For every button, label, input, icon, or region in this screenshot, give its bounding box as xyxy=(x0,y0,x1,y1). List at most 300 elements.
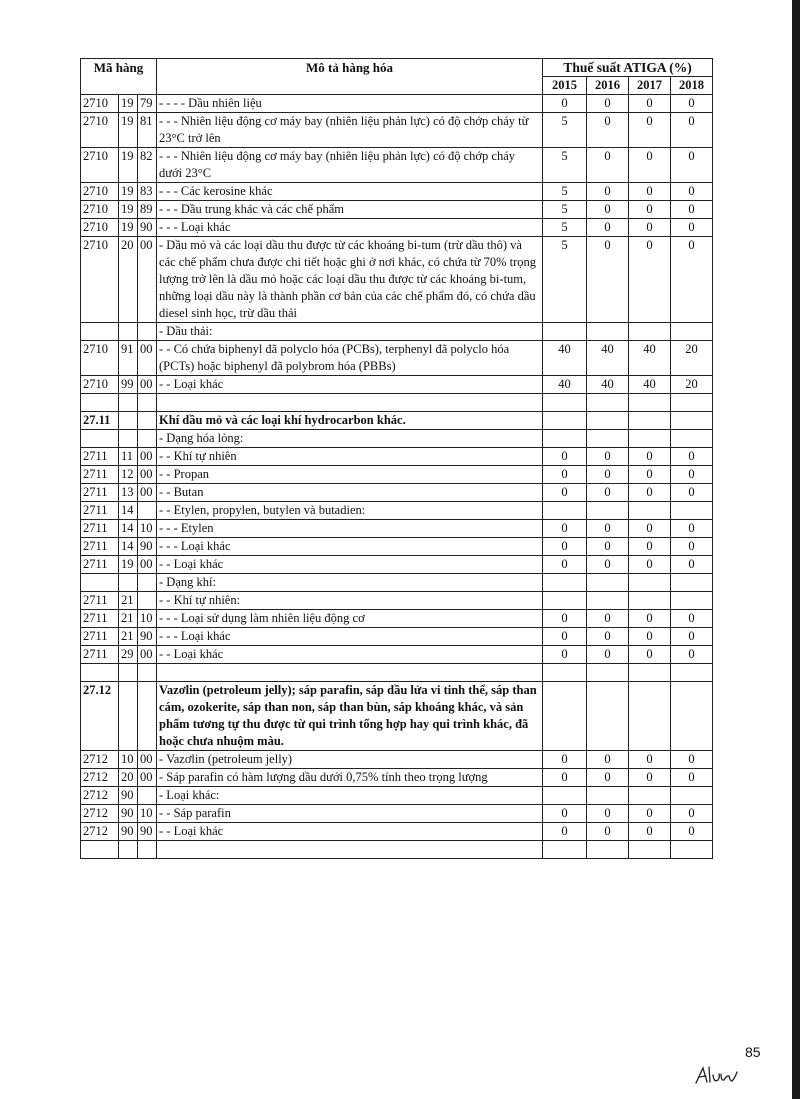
description-cell: - - - Loại sử dụng làm nhiên liệu động cơ xyxy=(157,610,543,628)
rate-cell-2015: 0 xyxy=(543,538,587,556)
rate-cell-2016: 0 xyxy=(587,805,629,823)
table-row xyxy=(81,502,713,520)
rate-cell-2016: 0 xyxy=(587,201,629,219)
table-row xyxy=(81,484,713,502)
code-subheading-cell xyxy=(119,574,138,592)
rate-cell-2015 xyxy=(543,394,587,412)
code-heading-cell: 2711 xyxy=(81,592,119,610)
description-cell: - Dầu mỏ và các loại dầu thu được từ các khoáng bi-tum (trừ dầu thô) và các chế phẩm chưa được chi tiết hoặc ghi ở nơi khác, có chứa từ 70% trọng lượng trở lên là dầu mỏ hoặc các loại dầu thu được từ các khoáng bi-tum, những loại dầu này là thành phần cơ bản của các chế phẩm đó, có chứa dầu diesel sinh học, trừ dầu thải xyxy=(157,237,543,323)
code-subheading-cell: 90 xyxy=(119,805,138,823)
table-row xyxy=(81,538,713,556)
description-cell: - - - Etylen xyxy=(157,520,543,538)
code-subheading-cell: 99 xyxy=(119,376,138,394)
table-row xyxy=(81,610,713,628)
rate-cell-2015 xyxy=(543,787,587,805)
rate-cell-2018 xyxy=(671,592,713,610)
code-suffix-cell xyxy=(138,841,157,859)
rate-cell-2017: 0 xyxy=(629,95,671,113)
rate-cell-2018: 0 xyxy=(671,538,713,556)
rate-cell-2017: 0 xyxy=(629,628,671,646)
table-row xyxy=(81,412,713,430)
code-heading-cell: 2710 xyxy=(81,219,119,237)
rate-cell-2015: 5 xyxy=(543,183,587,201)
rate-cell-2015: 5 xyxy=(543,237,587,323)
rate-cell-2015: 0 xyxy=(543,610,587,628)
description-cell: - Dầu thải: xyxy=(157,323,543,341)
rate-cell-2015: 0 xyxy=(543,628,587,646)
rate-cell-2017: 0 xyxy=(629,484,671,502)
rate-cell-2015: 0 xyxy=(543,646,587,664)
code-suffix-cell: 10 xyxy=(138,805,157,823)
code-suffix-cell: 00 xyxy=(138,646,157,664)
rate-cell-2015 xyxy=(543,574,587,592)
table-row xyxy=(81,556,713,574)
rate-cell-2018: 0 xyxy=(671,823,713,841)
rate-cell-2018: 0 xyxy=(671,646,713,664)
description-cell: - - Loại khác xyxy=(157,646,543,664)
rate-cell-2015 xyxy=(543,323,587,341)
code-header: Mã hàng xyxy=(81,59,157,95)
rate-cell-2016: 0 xyxy=(587,448,629,466)
rate-cell-2016: 0 xyxy=(587,556,629,574)
table-row xyxy=(81,183,713,201)
rate-cell-2016: 40 xyxy=(587,376,629,394)
table-row xyxy=(81,841,713,859)
rate-cell-2018 xyxy=(671,574,713,592)
table-row xyxy=(81,628,713,646)
code-heading-cell: 2710 xyxy=(81,237,119,323)
rate-cell-2015: 5 xyxy=(543,219,587,237)
table-row xyxy=(81,323,713,341)
code-subheading-cell: 19 xyxy=(119,219,138,237)
rate-cell-2015: 5 xyxy=(543,201,587,219)
rate-cell-2016: 0 xyxy=(587,95,629,113)
rate-cell-2016: 40 xyxy=(587,341,629,376)
rate-cell-2018: 0 xyxy=(671,628,713,646)
table-row xyxy=(81,448,713,466)
code-heading-cell: 2711 xyxy=(81,628,119,646)
rate-cell-2017 xyxy=(629,502,671,520)
table-row xyxy=(81,394,713,412)
table-row xyxy=(81,520,713,538)
code-heading-cell: 2711 xyxy=(81,502,119,520)
rate-cell-2015 xyxy=(543,664,587,682)
rate-cell-2017: 0 xyxy=(629,148,671,183)
rate-cell-2017 xyxy=(629,394,671,412)
code-suffix-cell: 90 xyxy=(138,628,157,646)
code-suffix-cell xyxy=(138,592,157,610)
description-cell: - - - Loại khác xyxy=(157,538,543,556)
code-subheading-cell: 21 xyxy=(119,628,138,646)
code-heading-cell: 2711 xyxy=(81,484,119,502)
code-subheading-cell: 21 xyxy=(119,610,138,628)
code-suffix-cell: 00 xyxy=(138,341,157,376)
rate-cell-2016: 0 xyxy=(587,769,629,787)
code-subheading-cell: 20 xyxy=(119,237,138,323)
code-heading-cell xyxy=(81,323,119,341)
table-row xyxy=(81,751,713,769)
rate-cell-2016: 0 xyxy=(587,520,629,538)
code-subheading-cell: 19 xyxy=(119,113,138,148)
code-heading-cell xyxy=(81,664,119,682)
rate-cell-2018 xyxy=(671,502,713,520)
code-subheading-cell xyxy=(119,664,138,682)
year-header: 2016 xyxy=(587,77,629,95)
rate-cell-2015 xyxy=(543,592,587,610)
table-row xyxy=(81,664,713,682)
code-suffix-cell: 79 xyxy=(138,95,157,113)
rate-cell-2016: 0 xyxy=(587,610,629,628)
code-heading-cell: 2711 xyxy=(81,520,119,538)
description-cell: - - Loại khác xyxy=(157,556,543,574)
rate-cell-2017 xyxy=(629,787,671,805)
tariff-table xyxy=(80,58,713,859)
rate-cell-2017 xyxy=(629,574,671,592)
rate-cell-2015: 40 xyxy=(543,341,587,376)
rate-cell-2015 xyxy=(543,682,587,751)
code-subheading-cell: 19 xyxy=(119,556,138,574)
code-subheading-cell: 21 xyxy=(119,592,138,610)
rate-cell-2018 xyxy=(671,664,713,682)
rate-cell-2017: 0 xyxy=(629,466,671,484)
rate-cell-2015: 0 xyxy=(543,95,587,113)
rate-cell-2018 xyxy=(671,841,713,859)
description-cell: - - Khí tự nhiên xyxy=(157,448,543,466)
code-heading-cell: 2712 xyxy=(81,751,119,769)
code-subheading-cell: 14 xyxy=(119,520,138,538)
rate-cell-2017: 0 xyxy=(629,183,671,201)
code-suffix-cell: 00 xyxy=(138,448,157,466)
code-heading-cell: 2711 xyxy=(81,538,119,556)
code-subheading-cell xyxy=(119,394,138,412)
code-suffix-cell xyxy=(138,430,157,448)
code-subheading-cell: 90 xyxy=(119,787,138,805)
description-cell xyxy=(157,394,543,412)
code-suffix-cell: 00 xyxy=(138,376,157,394)
code-suffix-cell xyxy=(138,394,157,412)
rate-cell-2018: 0 xyxy=(671,769,713,787)
code-subheading-cell xyxy=(119,323,138,341)
rate-cell-2015: 40 xyxy=(543,376,587,394)
description-cell: - Dạng khí: xyxy=(157,574,543,592)
code-suffix-cell: 83 xyxy=(138,183,157,201)
rate-cell-2017: 0 xyxy=(629,556,671,574)
rate-cell-2016 xyxy=(587,664,629,682)
year-header: 2015 xyxy=(543,77,587,95)
rate-cell-2015: 0 xyxy=(543,769,587,787)
code-subheading-cell xyxy=(119,682,138,751)
code-subheading-cell: 19 xyxy=(119,148,138,183)
rate-cell-2018 xyxy=(671,412,713,430)
rate-cell-2017: 0 xyxy=(629,610,671,628)
table-row xyxy=(81,148,713,183)
rate-cell-2016 xyxy=(587,592,629,610)
table-row xyxy=(81,341,713,376)
table-row xyxy=(81,787,713,805)
rate-cell-2017 xyxy=(629,664,671,682)
rate-cell-2015: 0 xyxy=(543,466,587,484)
rate-cell-2016: 0 xyxy=(587,538,629,556)
rate-cell-2017: 0 xyxy=(629,448,671,466)
rate-cell-2018: 0 xyxy=(671,520,713,538)
rate-cell-2017: 0 xyxy=(629,823,671,841)
table-row xyxy=(81,237,713,323)
rate-cell-2018: 20 xyxy=(671,376,713,394)
code-suffix-cell: 90 xyxy=(138,823,157,841)
description-cell: - - Có chứa biphenyl đã polyclo hóa (PCBs), terphenyl đã polyclo hóa (PCTs) hoặc biphenyl đã polybrom hóa (PBBs) xyxy=(157,341,543,376)
rate-cell-2017: 40 xyxy=(629,376,671,394)
code-heading-cell: 2712 xyxy=(81,805,119,823)
code-heading-cell: 2710 xyxy=(81,376,119,394)
description-cell: - - Butan xyxy=(157,484,543,502)
description-cell: - Vazơlin (petroleum jelly) xyxy=(157,751,543,769)
rate-cell-2018: 20 xyxy=(671,341,713,376)
code-suffix-cell: 00 xyxy=(138,484,157,502)
rate-cell-2015: 0 xyxy=(543,448,587,466)
rate-cell-2017: 0 xyxy=(629,201,671,219)
rate-cell-2017: 0 xyxy=(629,237,671,323)
rate-cell-2015 xyxy=(543,502,587,520)
code-suffix-cell: 82 xyxy=(138,148,157,183)
rate-cell-2016: 0 xyxy=(587,484,629,502)
table-row xyxy=(81,376,713,394)
rate-cell-2018: 0 xyxy=(671,484,713,502)
rate-cell-2017 xyxy=(629,412,671,430)
rate-cell-2016: 0 xyxy=(587,628,629,646)
rate-cell-2016: 0 xyxy=(587,751,629,769)
description-cell: - Loại khác: xyxy=(157,787,543,805)
rate-cell-2017 xyxy=(629,841,671,859)
description-cell: - - - Dầu trung khác và các chế phẩm xyxy=(157,201,543,219)
table-row xyxy=(81,95,713,113)
rate-cell-2017: 0 xyxy=(629,751,671,769)
rate-cell-2015: 0 xyxy=(543,751,587,769)
description-cell: Vazơlin (petroleum jelly); sáp parafin, sáp dầu lửa vi tinh thể, sáp than cám, ozokerite, sáp than non, sáp than bùn, sáp khoáng khác, và sản phẩm tương tự thu được từ qui trình tổng hợp hay qui trình khác, đã hoặc chưa nhuộm màu. xyxy=(157,682,543,751)
rate-cell-2016: 0 xyxy=(587,148,629,183)
rate-cell-2015: 0 xyxy=(543,484,587,502)
code-suffix-cell: 10 xyxy=(138,610,157,628)
code-heading-cell: 2712 xyxy=(81,787,119,805)
code-heading-cell: 2710 xyxy=(81,95,119,113)
table-row xyxy=(81,430,713,448)
rate-cell-2018: 0 xyxy=(671,556,713,574)
code-suffix-cell: 10 xyxy=(138,520,157,538)
description-header: Mô tả hàng hóa xyxy=(157,59,543,95)
code-subheading-cell xyxy=(119,430,138,448)
rate-cell-2015: 0 xyxy=(543,520,587,538)
code-suffix-cell: 00 xyxy=(138,466,157,484)
rate-cell-2016 xyxy=(587,574,629,592)
rate-cell-2016: 0 xyxy=(587,113,629,148)
rate-cell-2018: 0 xyxy=(671,219,713,237)
rate-cell-2018: 0 xyxy=(671,113,713,148)
code-subheading-cell: 14 xyxy=(119,538,138,556)
year-header: 2017 xyxy=(629,77,671,95)
rate-cell-2016 xyxy=(587,430,629,448)
rate-cell-2018: 0 xyxy=(671,237,713,323)
rate-cell-2017: 0 xyxy=(629,769,671,787)
code-subheading-cell xyxy=(119,412,138,430)
rate-cell-2018: 0 xyxy=(671,95,713,113)
code-suffix-cell: 90 xyxy=(138,538,157,556)
rate-cell-2016: 0 xyxy=(587,466,629,484)
rate-cell-2015 xyxy=(543,412,587,430)
code-subheading-cell: 14 xyxy=(119,502,138,520)
rate-cell-2017: 40 xyxy=(629,341,671,376)
description-cell: - Sáp parafin có hàm lượng dầu dưới 0,75% tính theo trọng lượng xyxy=(157,769,543,787)
rate-cell-2015 xyxy=(543,841,587,859)
rate-cell-2016 xyxy=(587,323,629,341)
code-heading-cell: 2710 xyxy=(81,341,119,376)
description-cell: - - Loại khác xyxy=(157,376,543,394)
code-subheading-cell: 11 xyxy=(119,448,138,466)
year-header: 2018 xyxy=(671,77,713,95)
code-subheading-cell: 19 xyxy=(119,183,138,201)
table-header xyxy=(81,59,713,95)
rate-cell-2016 xyxy=(587,787,629,805)
code-subheading-cell xyxy=(119,841,138,859)
description-cell: - - Loại khác xyxy=(157,823,543,841)
page-number: 85 xyxy=(745,1044,761,1060)
rate-cell-2015 xyxy=(543,430,587,448)
code-subheading-cell: 13 xyxy=(119,484,138,502)
scan-dark-edge xyxy=(792,0,800,1099)
code-suffix-cell: 89 xyxy=(138,201,157,219)
table-row xyxy=(81,592,713,610)
code-subheading-cell: 10 xyxy=(119,751,138,769)
description-cell: - - Etylen, propylen, butylen và butadien: xyxy=(157,502,543,520)
rate-cell-2015: 5 xyxy=(543,148,587,183)
rate-cell-2018 xyxy=(671,787,713,805)
table-row xyxy=(81,113,713,148)
description-cell: - Dạng hóa lỏng: xyxy=(157,430,543,448)
code-heading-cell: 2711 xyxy=(81,556,119,574)
rate-cell-2015: 5 xyxy=(543,113,587,148)
code-heading-cell: 2712 xyxy=(81,769,119,787)
rate-cell-2018: 0 xyxy=(671,751,713,769)
rate-cell-2016 xyxy=(587,394,629,412)
code-subheading-cell: 19 xyxy=(119,95,138,113)
rate-cell-2016: 0 xyxy=(587,183,629,201)
code-suffix-cell: 81 xyxy=(138,113,157,148)
description-cell xyxy=(157,841,543,859)
table-row xyxy=(81,466,713,484)
rate-cell-2016 xyxy=(587,502,629,520)
table-row xyxy=(81,823,713,841)
rate-cell-2017 xyxy=(629,323,671,341)
table-row xyxy=(81,805,713,823)
rate-cell-2017: 0 xyxy=(629,113,671,148)
rate-cell-2015: 0 xyxy=(543,805,587,823)
rate-cell-2017 xyxy=(629,430,671,448)
code-suffix-cell: 00 xyxy=(138,556,157,574)
table-row xyxy=(81,574,713,592)
rate-cell-2017: 0 xyxy=(629,805,671,823)
rate-cell-2018 xyxy=(671,430,713,448)
rate-cell-2016 xyxy=(587,841,629,859)
description-cell: - - - - Dầu nhiên liệu xyxy=(157,95,543,113)
code-heading-cell: 2710 xyxy=(81,148,119,183)
code-suffix-cell: 00 xyxy=(138,237,157,323)
code-subheading-cell: 19 xyxy=(119,201,138,219)
code-subheading-cell: 90 xyxy=(119,823,138,841)
code-heading-cell: 2711 xyxy=(81,610,119,628)
description-cell: Khí dầu mỏ và các loại khí hydrocarbon khác. xyxy=(157,412,543,430)
code-suffix-cell: 00 xyxy=(138,769,157,787)
rate-cell-2018: 0 xyxy=(671,201,713,219)
code-heading-cell xyxy=(81,841,119,859)
description-cell: - - - Nhiên liệu động cơ máy bay (nhiên liệu phản lực) có độ chớp cháy dưới 23°C xyxy=(157,148,543,183)
rate-cell-2016 xyxy=(587,412,629,430)
table-row xyxy=(81,682,713,751)
description-cell: - - - Loại khác xyxy=(157,628,543,646)
rate-cell-2017 xyxy=(629,682,671,751)
description-cell: - - Propan xyxy=(157,466,543,484)
code-heading-cell: 2710 xyxy=(81,183,119,201)
rate-cell-2017: 0 xyxy=(629,520,671,538)
code-heading-cell: 2712 xyxy=(81,823,119,841)
rate-cell-2017: 0 xyxy=(629,538,671,556)
code-heading-cell: 2710 xyxy=(81,113,119,148)
rate-cell-2018: 0 xyxy=(671,448,713,466)
rate-cell-2016: 0 xyxy=(587,823,629,841)
rate-cell-2018: 0 xyxy=(671,805,713,823)
code-subheading-cell: 20 xyxy=(119,769,138,787)
rate-cell-2017: 0 xyxy=(629,219,671,237)
table-row xyxy=(81,769,713,787)
description-cell: - - Sáp parafin xyxy=(157,805,543,823)
rate-cell-2016: 0 xyxy=(587,646,629,664)
rate-cell-2017: 0 xyxy=(629,646,671,664)
rate-cell-2015: 0 xyxy=(543,823,587,841)
table-row xyxy=(81,219,713,237)
description-cell: - - Khí tự nhiên: xyxy=(157,592,543,610)
table-body xyxy=(81,95,713,859)
code-suffix-cell xyxy=(138,664,157,682)
code-heading-cell: 2710 xyxy=(81,201,119,219)
rate-cell-2018 xyxy=(671,682,713,751)
code-heading-cell: 27.12 xyxy=(81,682,119,751)
table-row xyxy=(81,201,713,219)
code-subheading-cell: 91 xyxy=(119,341,138,376)
code-heading-cell xyxy=(81,430,119,448)
table-row xyxy=(81,646,713,664)
code-subheading-cell: 29 xyxy=(119,646,138,664)
rate-cell-2018: 0 xyxy=(671,148,713,183)
rate-cell-2018: 0 xyxy=(671,610,713,628)
rate-cell-2016: 0 xyxy=(587,237,629,323)
description-cell: - - - Các kerosine khác xyxy=(157,183,543,201)
code-suffix-cell xyxy=(138,574,157,592)
code-heading-cell xyxy=(81,574,119,592)
rate-cell-2015: 0 xyxy=(543,556,587,574)
rate-cell-2017 xyxy=(629,592,671,610)
code-suffix-cell xyxy=(138,502,157,520)
code-suffix-cell: 90 xyxy=(138,219,157,237)
rate-cell-2016: 0 xyxy=(587,219,629,237)
code-suffix-cell xyxy=(138,412,157,430)
handwritten-signature xyxy=(694,1063,738,1087)
code-suffix-cell xyxy=(138,682,157,751)
code-heading-cell: 27.11 xyxy=(81,412,119,430)
description-cell: - - - Loại khác xyxy=(157,219,543,237)
rate-cell-2018: 0 xyxy=(671,183,713,201)
code-heading-cell: 2711 xyxy=(81,466,119,484)
code-suffix-cell: 00 xyxy=(138,751,157,769)
rate-cell-2016 xyxy=(587,682,629,751)
rate-cell-2018 xyxy=(671,394,713,412)
atiga-rate-header: Thuế suất ATIGA (%) xyxy=(543,59,713,77)
